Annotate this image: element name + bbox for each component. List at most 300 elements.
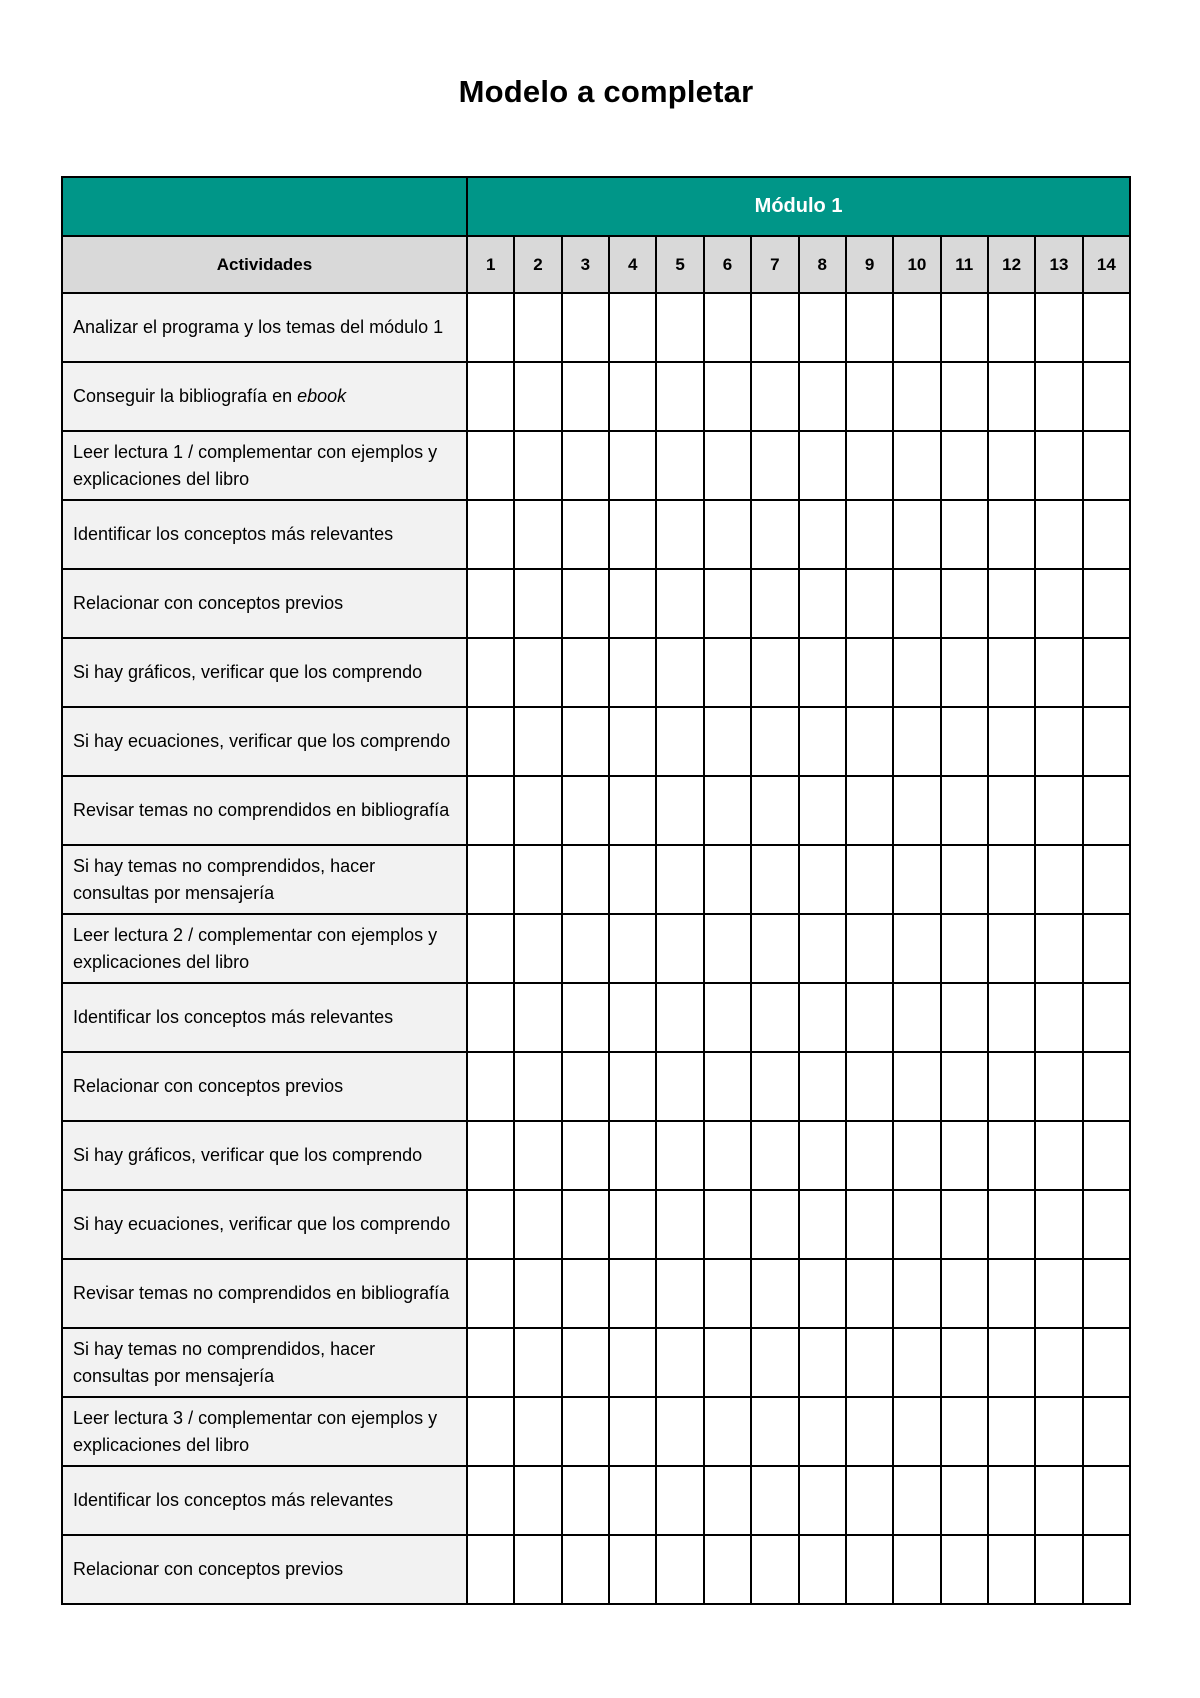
week-8-cell[interactable] (799, 776, 846, 845)
activity-row (62, 500, 1130, 569)
week-12-cell[interactable] (988, 431, 1035, 500)
week-1-cell[interactable] (467, 1121, 514, 1190)
week-4-cell[interactable] (609, 500, 656, 569)
activity-text: Revisar temas no comprendidos en bibliografía (73, 1283, 450, 1303)
week-5-cell[interactable] (656, 845, 703, 914)
week-2-cell[interactable] (514, 1121, 561, 1190)
week-9-cell[interactable] (846, 1328, 893, 1397)
week-12-cell[interactable] (988, 293, 1035, 362)
activity-label (62, 431, 467, 500)
week-11-cell[interactable] (941, 1121, 988, 1190)
week-7-cell[interactable] (751, 1328, 798, 1397)
week-5-cell[interactable] (656, 1466, 703, 1535)
week-5-cell[interactable] (656, 1397, 703, 1466)
week-12-cell[interactable] (988, 707, 1035, 776)
module-header-row (62, 177, 1130, 236)
week-1-cell[interactable] (467, 776, 514, 845)
activity-planner-table (61, 176, 1131, 1605)
week-13-cell[interactable] (1035, 845, 1082, 914)
week-2-cell[interactable] (514, 707, 561, 776)
week-12-cell[interactable] (988, 845, 1035, 914)
week-11-cell[interactable] (941, 1466, 988, 1535)
week-10-cell[interactable] (893, 1190, 940, 1259)
week-2-cell[interactable] (514, 638, 561, 707)
week-4-cell[interactable] (609, 1328, 656, 1397)
week-14-cell[interactable] (1083, 362, 1130, 431)
week-6-cell[interactable] (704, 293, 751, 362)
week-5-cell[interactable] (656, 1121, 703, 1190)
week-13-cell[interactable] (1035, 1328, 1082, 1397)
week-12-cell[interactable] (988, 1466, 1035, 1535)
week-header-4: 4 (609, 236, 656, 293)
week-9-cell[interactable] (846, 1397, 893, 1466)
week-3-cell[interactable] (562, 1121, 609, 1190)
week-5-cell[interactable] (656, 1052, 703, 1121)
week-1-cell[interactable] (467, 638, 514, 707)
week-7-cell[interactable] (751, 1397, 798, 1466)
week-5-cell[interactable] (656, 362, 703, 431)
week-3-cell[interactable] (562, 914, 609, 983)
week-2-cell[interactable] (514, 1190, 561, 1259)
week-6-cell[interactable] (704, 362, 751, 431)
week-2-cell[interactable] (514, 431, 561, 500)
week-4-cell[interactable] (609, 638, 656, 707)
week-4-cell[interactable] (609, 776, 656, 845)
week-6-cell[interactable] (704, 707, 751, 776)
activity-text: Leer lectura 3 / complementar con ejemplos y explicaciones del libro (73, 1407, 438, 1455)
week-2-cell[interactable] (514, 776, 561, 845)
week-1-cell[interactable] (467, 1397, 514, 1466)
week-10-cell[interactable] (893, 1052, 940, 1121)
week-4-cell[interactable] (609, 1121, 656, 1190)
week-11-cell[interactable] (941, 431, 988, 500)
week-6-cell[interactable] (704, 1121, 751, 1190)
week-7-cell[interactable] (751, 776, 798, 845)
week-13-cell[interactable] (1035, 362, 1082, 431)
week-9-cell[interactable] (846, 500, 893, 569)
activity-label (62, 983, 467, 1052)
week-11-cell[interactable] (941, 1397, 988, 1466)
week-4-cell[interactable] (609, 1190, 656, 1259)
week-13-cell[interactable] (1035, 1190, 1082, 1259)
week-14-cell[interactable] (1083, 776, 1130, 845)
week-11-cell[interactable] (941, 293, 988, 362)
week-8-cell[interactable] (799, 1259, 846, 1328)
week-14-cell[interactable] (1083, 1052, 1130, 1121)
week-5-cell[interactable] (656, 431, 703, 500)
week-14-cell[interactable] (1083, 293, 1130, 362)
week-7-cell[interactable] (751, 1052, 798, 1121)
week-10-cell[interactable] (893, 362, 940, 431)
week-5-cell[interactable] (656, 1535, 703, 1604)
week-header-8: 8 (799, 236, 846, 293)
activity-text: Relacionar con conceptos previos (73, 593, 344, 613)
activity-row (62, 707, 1130, 776)
week-1-cell[interactable] (467, 1259, 514, 1328)
week-10-cell[interactable] (893, 1535, 940, 1604)
week-8-cell[interactable] (799, 1121, 846, 1190)
week-13-cell[interactable] (1035, 983, 1082, 1052)
week-1-cell[interactable] (467, 293, 514, 362)
week-8-cell[interactable] (799, 914, 846, 983)
week-2-cell[interactable] (514, 1535, 561, 1604)
week-6-cell[interactable] (704, 569, 751, 638)
week-13-cell[interactable] (1035, 431, 1082, 500)
week-11-cell[interactable] (941, 707, 988, 776)
week-8-cell[interactable] (799, 845, 846, 914)
week-8-cell[interactable] (799, 500, 846, 569)
week-5-cell[interactable] (656, 914, 703, 983)
week-8-cell[interactable] (799, 983, 846, 1052)
week-11-cell[interactable] (941, 1259, 988, 1328)
week-6-cell[interactable] (704, 1535, 751, 1604)
week-6-cell[interactable] (704, 1259, 751, 1328)
week-14-cell[interactable] (1083, 500, 1130, 569)
week-4-cell[interactable] (609, 362, 656, 431)
week-3-cell[interactable] (562, 500, 609, 569)
week-3-cell[interactable] (562, 1052, 609, 1121)
week-13-cell[interactable] (1035, 569, 1082, 638)
week-9-cell[interactable] (846, 845, 893, 914)
activity-label (62, 1190, 467, 1259)
week-8-cell[interactable] (799, 1466, 846, 1535)
week-14-cell[interactable] (1083, 914, 1130, 983)
week-8-cell[interactable] (799, 707, 846, 776)
week-12-cell[interactable] (988, 1259, 1035, 1328)
column-header-row (62, 236, 1130, 293)
week-7-cell[interactable] (751, 362, 798, 431)
week-10-cell[interactable] (893, 1328, 940, 1397)
week-3-cell[interactable] (562, 1328, 609, 1397)
week-7-cell[interactable] (751, 983, 798, 1052)
week-11-cell[interactable] (941, 845, 988, 914)
week-9-cell[interactable] (846, 776, 893, 845)
activity-text: Analizar el programa y los temas del módulo 1 (73, 317, 444, 337)
week-7-cell[interactable] (751, 431, 798, 500)
week-6-cell[interactable] (704, 1328, 751, 1397)
week-3-cell[interactable] (562, 707, 609, 776)
week-14-cell[interactable] (1083, 845, 1130, 914)
week-9-cell[interactable] (846, 431, 893, 500)
activity-row (62, 431, 1130, 500)
week-4-cell[interactable] (609, 845, 656, 914)
week-5-cell[interactable] (656, 776, 703, 845)
week-11-cell[interactable] (941, 776, 988, 845)
week-1-cell[interactable] (467, 914, 514, 983)
week-3-cell[interactable] (562, 431, 609, 500)
activity-row (62, 845, 1130, 914)
week-2-cell[interactable] (514, 845, 561, 914)
week-10-cell[interactable] (893, 569, 940, 638)
week-3-cell[interactable] (562, 845, 609, 914)
week-12-cell[interactable] (988, 1535, 1035, 1604)
activity-row (62, 1466, 1130, 1535)
week-2-cell[interactable] (514, 983, 561, 1052)
week-2-cell[interactable] (514, 500, 561, 569)
week-10-cell[interactable] (893, 431, 940, 500)
week-2-cell[interactable] (514, 914, 561, 983)
week-9-cell[interactable] (846, 1259, 893, 1328)
week-14-cell[interactable] (1083, 1328, 1130, 1397)
week-8-cell[interactable] (799, 1190, 846, 1259)
week-2-cell[interactable] (514, 1466, 561, 1535)
week-10-cell[interactable] (893, 776, 940, 845)
week-4-cell[interactable] (609, 1466, 656, 1535)
week-3-cell[interactable] (562, 1397, 609, 1466)
week-10-cell[interactable] (893, 707, 940, 776)
week-5-cell[interactable] (656, 569, 703, 638)
week-4-cell[interactable] (609, 914, 656, 983)
week-2-cell[interactable] (514, 362, 561, 431)
week-4-cell[interactable] (609, 983, 656, 1052)
week-9-cell[interactable] (846, 1535, 893, 1604)
week-12-cell[interactable] (988, 776, 1035, 845)
week-6-cell[interactable] (704, 1190, 751, 1259)
week-14-cell[interactable] (1083, 431, 1130, 500)
week-header-2: 2 (514, 236, 561, 293)
week-8-cell[interactable] (799, 1535, 846, 1604)
activity-text: Si hay gráficos, verificar que los comprendo (73, 662, 423, 682)
week-8-cell[interactable] (799, 1052, 846, 1121)
week-5-cell[interactable] (656, 1328, 703, 1397)
week-2-cell[interactable] (514, 1397, 561, 1466)
activity-text: Si hay temas no comprendidos, hacer consultas por mensajería (73, 1338, 376, 1386)
activity-row (62, 1259, 1130, 1328)
week-6-cell[interactable] (704, 776, 751, 845)
week-3-cell[interactable] (562, 569, 609, 638)
week-1-cell[interactable] (467, 569, 514, 638)
week-11-cell[interactable] (941, 638, 988, 707)
week-7-cell[interactable] (751, 1466, 798, 1535)
week-9-cell[interactable] (846, 569, 893, 638)
week-12-cell[interactable] (988, 1190, 1035, 1259)
week-7-cell[interactable] (751, 638, 798, 707)
week-14-cell[interactable] (1083, 1121, 1130, 1190)
week-14-cell[interactable] (1083, 1397, 1130, 1466)
week-7-cell[interactable] (751, 500, 798, 569)
week-2-cell[interactable] (514, 569, 561, 638)
week-13-cell[interactable] (1035, 776, 1082, 845)
week-1-cell[interactable] (467, 431, 514, 500)
week-5-cell[interactable] (656, 983, 703, 1052)
week-1-cell[interactable] (467, 983, 514, 1052)
week-8-cell[interactable] (799, 293, 846, 362)
week-4-cell[interactable] (609, 707, 656, 776)
week-4-cell[interactable] (609, 1052, 656, 1121)
week-10-cell[interactable] (893, 1397, 940, 1466)
week-10-cell[interactable] (893, 845, 940, 914)
week-14-cell[interactable] (1083, 1190, 1130, 1259)
week-14-cell[interactable] (1083, 569, 1130, 638)
week-12-cell[interactable] (988, 1121, 1035, 1190)
week-11-cell[interactable] (941, 569, 988, 638)
week-3-cell[interactable] (562, 983, 609, 1052)
week-10-cell[interactable] (893, 1259, 940, 1328)
activity-text: Si hay temas no comprendidos, hacer consultas por mensajería (73, 855, 376, 903)
week-9-cell[interactable] (846, 983, 893, 1052)
week-2-cell[interactable] (514, 1052, 561, 1121)
activity-text: Identificar los conceptos más relevantes (73, 1007, 394, 1027)
week-14-cell[interactable] (1083, 1259, 1130, 1328)
week-9-cell[interactable] (846, 914, 893, 983)
week-14-cell[interactable] (1083, 1466, 1130, 1535)
week-11-cell[interactable] (941, 500, 988, 569)
week-1-cell[interactable] (467, 362, 514, 431)
week-3-cell[interactable] (562, 638, 609, 707)
week-6-cell[interactable] (704, 914, 751, 983)
week-7-cell[interactable] (751, 914, 798, 983)
week-5-cell[interactable] (656, 500, 703, 569)
week-9-cell[interactable] (846, 1121, 893, 1190)
week-5-cell[interactable] (656, 707, 703, 776)
week-12-cell[interactable] (988, 638, 1035, 707)
week-13-cell[interactable] (1035, 1397, 1082, 1466)
week-10-cell[interactable] (893, 293, 940, 362)
activity-text: Leer lectura 1 / complementar con ejemplos y explicaciones del libro (73, 441, 438, 489)
activity-text: Identificar los conceptos más relevantes (73, 524, 394, 544)
week-12-cell[interactable] (988, 1397, 1035, 1466)
week-6-cell[interactable] (704, 500, 751, 569)
week-5-cell[interactable] (656, 638, 703, 707)
week-10-cell[interactable] (893, 500, 940, 569)
week-1-cell[interactable] (467, 1535, 514, 1604)
week-1-cell[interactable] (467, 1328, 514, 1397)
week-7-cell[interactable] (751, 1190, 798, 1259)
week-4-cell[interactable] (609, 569, 656, 638)
week-8-cell[interactable] (799, 362, 846, 431)
week-11-cell[interactable] (941, 362, 988, 431)
week-10-cell[interactable] (893, 1121, 940, 1190)
week-12-cell[interactable] (988, 914, 1035, 983)
week-1-cell[interactable] (467, 1466, 514, 1535)
activity-row (62, 362, 1130, 431)
week-4-cell[interactable] (609, 1535, 656, 1604)
week-12-cell[interactable] (988, 569, 1035, 638)
week-13-cell[interactable] (1035, 1535, 1082, 1604)
activity-row (62, 1190, 1130, 1259)
week-12-cell[interactable] (988, 1052, 1035, 1121)
week-11-cell[interactable] (941, 1190, 988, 1259)
week-3-cell[interactable] (562, 1190, 609, 1259)
week-6-cell[interactable] (704, 1466, 751, 1535)
activity-text: Leer lectura 2 / complementar con ejemplos y explicaciones del libro (73, 924, 438, 972)
week-2-cell[interactable] (514, 1328, 561, 1397)
week-9-cell[interactable] (846, 362, 893, 431)
week-12-cell[interactable] (988, 1328, 1035, 1397)
week-12-cell[interactable] (988, 362, 1035, 431)
week-3-cell[interactable] (562, 293, 609, 362)
week-10-cell[interactable] (893, 983, 940, 1052)
week-2-cell[interactable] (514, 1259, 561, 1328)
activity-row (62, 983, 1130, 1052)
week-4-cell[interactable] (609, 293, 656, 362)
week-8-cell[interactable] (799, 638, 846, 707)
week-3-cell[interactable] (562, 1535, 609, 1604)
week-4-cell[interactable] (609, 1397, 656, 1466)
week-14-cell[interactable] (1083, 983, 1130, 1052)
week-13-cell[interactable] (1035, 293, 1082, 362)
week-6-cell[interactable] (704, 1052, 751, 1121)
week-13-cell[interactable] (1035, 1466, 1082, 1535)
week-10-cell[interactable] (893, 914, 940, 983)
week-7-cell[interactable] (751, 1259, 798, 1328)
week-2-cell[interactable] (514, 293, 561, 362)
week-6-cell[interactable] (704, 845, 751, 914)
week-13-cell[interactable] (1035, 1052, 1082, 1121)
week-13-cell[interactable] (1035, 500, 1082, 569)
week-9-cell[interactable] (846, 1466, 893, 1535)
week-7-cell[interactable] (751, 569, 798, 638)
week-10-cell[interactable] (893, 1466, 940, 1535)
week-3-cell[interactable] (562, 776, 609, 845)
week-7-cell[interactable] (751, 707, 798, 776)
week-9-cell[interactable] (846, 1052, 893, 1121)
week-8-cell[interactable] (799, 1328, 846, 1397)
week-1-cell[interactable] (467, 1190, 514, 1259)
activity-text: Relacionar con conceptos previos (73, 1559, 344, 1579)
activity-label (62, 1052, 467, 1121)
week-13-cell[interactable] (1035, 638, 1082, 707)
week-14-cell[interactable] (1083, 1535, 1130, 1604)
week-4-cell[interactable] (609, 431, 656, 500)
week-5-cell[interactable] (656, 293, 703, 362)
week-8-cell[interactable] (799, 569, 846, 638)
week-5-cell[interactable] (656, 1259, 703, 1328)
week-header-1: 1 (467, 236, 514, 293)
week-6-cell[interactable] (704, 983, 751, 1052)
week-7-cell[interactable] (751, 1121, 798, 1190)
week-1-cell[interactable] (467, 845, 514, 914)
week-12-cell[interactable] (988, 500, 1035, 569)
week-11-cell[interactable] (941, 1535, 988, 1604)
week-1-cell[interactable] (467, 500, 514, 569)
week-9-cell[interactable] (846, 638, 893, 707)
week-6-cell[interactable] (704, 1397, 751, 1466)
week-14-cell[interactable] (1083, 707, 1130, 776)
week-3-cell[interactable] (562, 362, 609, 431)
week-11-cell[interactable] (941, 1052, 988, 1121)
week-8-cell[interactable] (799, 1397, 846, 1466)
week-13-cell[interactable] (1035, 707, 1082, 776)
week-7-cell[interactable] (751, 845, 798, 914)
week-13-cell[interactable] (1035, 914, 1082, 983)
week-10-cell[interactable] (893, 638, 940, 707)
week-12-cell[interactable] (988, 983, 1035, 1052)
week-7-cell[interactable] (751, 1535, 798, 1604)
activity-row (62, 1535, 1130, 1604)
week-14-cell[interactable] (1083, 638, 1130, 707)
week-8-cell[interactable] (799, 431, 846, 500)
week-1-cell[interactable] (467, 707, 514, 776)
week-6-cell[interactable] (704, 431, 751, 500)
week-4-cell[interactable] (609, 1259, 656, 1328)
week-1-cell[interactable] (467, 1052, 514, 1121)
week-13-cell[interactable] (1035, 1259, 1082, 1328)
activity-row (62, 569, 1130, 638)
week-11-cell[interactable] (941, 983, 988, 1052)
week-6-cell[interactable] (704, 638, 751, 707)
week-5-cell[interactable] (656, 1190, 703, 1259)
week-7-cell[interactable] (751, 293, 798, 362)
week-11-cell[interactable] (941, 1328, 988, 1397)
week-9-cell[interactable] (846, 1190, 893, 1259)
week-11-cell[interactable] (941, 914, 988, 983)
week-3-cell[interactable] (562, 1466, 609, 1535)
week-13-cell[interactable] (1035, 1121, 1082, 1190)
week-9-cell[interactable] (846, 707, 893, 776)
week-3-cell[interactable] (562, 1259, 609, 1328)
week-9-cell[interactable] (846, 293, 893, 362)
